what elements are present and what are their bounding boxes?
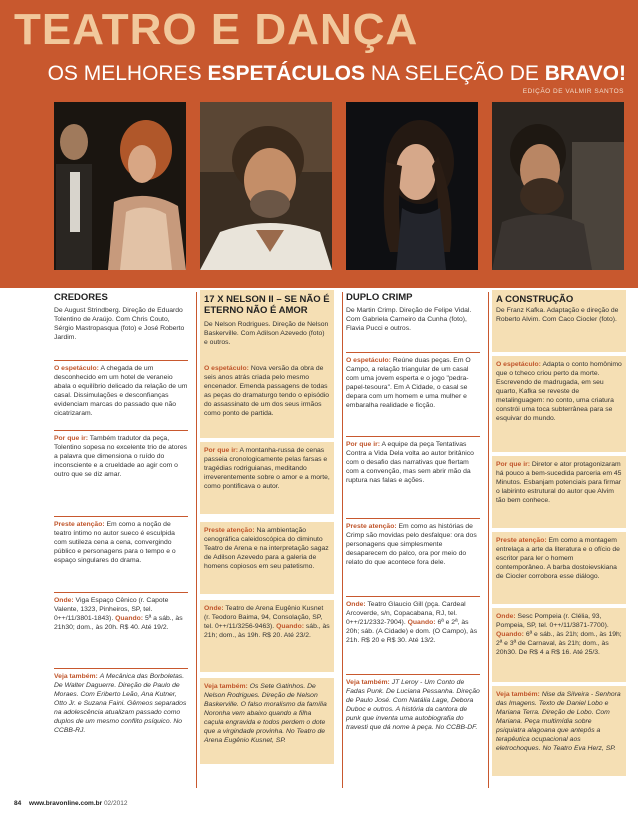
quando-label: Quando: (407, 619, 436, 626)
porque-text: Também tradutor da peça, Tolentino sopesa no excelente trio de atores a palavra que dimensiona o ruído do inconsciente e a crueldade ao agir com o outro que se diz amar. (54, 435, 188, 478)
porque-text: A montanha-russa de cenas passeia cronologicamente pelas farsas e tragédias rodriguianas, meditando irreverentemente sobre o amor e a morte, como pontificava o autor. (204, 447, 330, 490)
show-credits: De Franz Kafka. Adaptação e direção de Roberto Alvim. Com Caco Ciocler (foto). (496, 307, 619, 323)
show-title: 17 X NELSON II – SE NÃO É ETERNO NÃO É AMOR (200, 292, 334, 318)
porque-text: Diretor e ator protagonizaram há pouco a bem-sucedida parceria em 45 Minutos. Esbanjam potenciais para firmar o labirinto estrutural do autor que Alvim tão bem conhece. (496, 461, 622, 504)
photo-17xnelson (200, 102, 332, 270)
page-number: 84 (14, 800, 22, 807)
atencao-block (54, 520, 188, 565)
porque-block (54, 434, 188, 479)
show-title: A CONSTRUÇÃO (492, 292, 626, 307)
separator (54, 360, 188, 361)
quando-label: Quando: (496, 631, 524, 638)
quando-text: sáb., às 21h; dom., às 19h. R$ 20. Até 23/2. (204, 623, 330, 639)
espetaculo-text: A chegada de um desconhecido em um hotel de veraneio abala o equilíbrio delicado da relação de um casal. Dissimulações e desconfianças evidenciam marcas do passado que não cicatrizaram. (54, 365, 188, 417)
onde-label: Onde: (204, 605, 224, 612)
quando-label: Quando: (115, 615, 144, 622)
porque-label: Por que ir: (54, 435, 88, 442)
veja-text: Os Sete Gatinhos. De Nelson Rodrigues. Direção de Nelson Baskerville. O falso moralismo da família Noronha vem abaixo quando a filha caçula engravida e todos perdem o dote que a virgindade provinha. No Teatro de Arena Eugênio Kusnet, SP. (204, 683, 327, 744)
quando-text: 6ª e 2ª, às 20h; sáb. (A Cidade) e dom. (O Campo), às 21h. R$ 20 e R$ 30. Até 13/2. (346, 619, 478, 644)
onde-block (200, 604, 334, 640)
atencao-label: Preste atenção: (54, 521, 105, 528)
quando-text: 6ª e sáb., às 21h; dom., às 19h; 2ª e 3ª de Carnaval, às 21h; dom., às 20h30. De R$ 4 a R$ 16. Até 25/3. (496, 631, 622, 656)
column-divider (342, 292, 343, 788)
column-divider (488, 292, 489, 788)
atencao-text: Na ambientação cenográfica caleidoscópica do diminuto Teatro de Arena e na interpretação sagaz de Adilson Azevedo para a galeria de homens copiosos em seu patetismo. (204, 527, 329, 570)
show-credits: De August Strindberg. Direção de Eduardo Tolentino de Araújo. Com Chris Couto, Sérgio Mastropasqua (foto) e José Roberto Jardim. (54, 307, 185, 341)
atencao-text: Em como as histórias de Crimp são movidas pelo desfalque: ora dos personagens que simplesmente desaparecem do palco, ora por meio do relato do que acontece fora dele. (346, 523, 477, 566)
subtitle-part-4: BRAVO! (544, 62, 626, 85)
issue-date: 02/2012 (103, 800, 128, 807)
subtitle-part-2: ESPETÁCULOS (207, 62, 365, 85)
separator (346, 436, 480, 437)
veja-label: Veja também: (346, 679, 390, 686)
section-title: TEATRO E DANÇA (14, 5, 419, 54)
espetaculo-label: O espetáculo: (496, 361, 541, 368)
onde-text: Sesc Pompeia (r. Clélia, 93, Pompeia, SP, tel. 0++/11/3871-7700). (496, 613, 609, 629)
onde-text: Teatro de Arena Eugênio Kusnet (r. Teodoro Baima, 94, Consolação, SP, tel. 0++/11/3256-9463). (204, 605, 324, 630)
espetaculo-block (200, 364, 334, 418)
separator (54, 430, 188, 431)
photo-duplo-crimp (346, 102, 478, 270)
separator (346, 518, 480, 519)
veja-block (200, 682, 334, 745)
atencao-text: Em como a montagem entrelaça a arte da literatura e o ofício de escritor para ler o homem contemporâneo. A barba dostoievskiana de Ciocler corrobora esse diálogo. (496, 537, 620, 580)
quando-label: Quando: (276, 623, 305, 630)
separator (346, 352, 480, 353)
separator (346, 674, 480, 675)
atencao-label: Preste atenção: (346, 523, 397, 530)
atencao-label: Preste atenção: (496, 537, 547, 544)
veja-label: Veja também: (54, 673, 98, 680)
veja-block (54, 672, 188, 735)
espetaculo-label: O espetáculo: (346, 357, 391, 364)
espetaculo-block (492, 360, 626, 423)
espetaculo-label: O espetáculo: (54, 365, 99, 372)
espetaculo-text: Nova versão da obra de seis anos atrás criada pelo mesmo encenador. Emenda passagens de todas as peças do dramaturgo tendo o episódio do assassinato de um dos seus irmãos como ponto de partida. (204, 365, 330, 417)
atencao-block (200, 526, 334, 571)
espetaculo-label: O espetáculo: (204, 365, 249, 372)
porque-block (346, 440, 480, 485)
veja-label: Veja também: (496, 691, 540, 698)
site-url[interactable]: www.bravonline.com.br (29, 800, 103, 807)
veja-block (346, 678, 480, 732)
show-credits: De Martin Crimp. Direção de Felipe Vidal. Com Gabriela Carneiro da Cunha (foto), Flavia Pucci e outros. (346, 307, 472, 332)
separator (54, 668, 188, 669)
onde-text: Teatro Glaucio Gill (pça. Cardeal Arcoverde, s/n, Copacabana, RJ, tel. 0++/21/2332-7904). (346, 601, 466, 626)
subtitle-part-1: OS MELHORES (47, 62, 208, 85)
veja-text: A Mecânica das Borboletas. De Walter Daguerre. Direção de Paulo de Moraes. Com Eriberto Leão, Ana Kutner, Otto Jr. e Suzana Faini. Gêmeos separados na adolescência atualizam passado como duplos de um mesmo conflito psíquico. No CCBB-RJ. (54, 673, 187, 734)
photo-credores (54, 102, 186, 270)
porque-block (492, 460, 626, 505)
espetaculo-block (346, 356, 480, 410)
porque-text: A equipe da peça Tentativas Contra a Vida Dela volta ao autor britânico com o desafio das narrativas que flertam com a convenção, mas sem abrir mão da ruptura nas falas e ações. (346, 441, 474, 484)
onde-block (54, 596, 188, 632)
onde-label: Onde: (54, 597, 74, 604)
onde-text: Viga Espaço Cênico (r. Capote Valente, 1323, Pinheiros, SP, tel. 0++/11/3801-1843). (54, 597, 169, 622)
espetaculo-text: Adapta o conto homônimo que o tcheco criou perto da morte. Escrevendo de madrugada, em seu quarto, Kafka se reveste de metalinguagem: no conto, uma criatura constrói uma toca subterrânea para se esquivar do mundo. (496, 361, 622, 422)
onde-label: Onde: (346, 601, 366, 608)
show-title: DUPLO CRIMP (346, 292, 413, 303)
atencao-text: Em como a noção de teatro íntimo no autor sueco é esculpida com sutileza cena a cena, convergindo público e personagens para o tempo e o espaço singulares do drama. (54, 521, 176, 564)
onde-block (492, 612, 626, 657)
photo-strip (54, 102, 626, 270)
header-band (0, 0, 638, 288)
porque-label: Por que ir: (346, 441, 380, 448)
onde-label: Onde: (496, 613, 516, 620)
editor-credit: EDIÇÃO DE VALMIR SANTOS (522, 88, 624, 95)
quando-text: 5ª a sáb., às 21h30; dom., às 20h. R$ 40. Até 19/2. (54, 615, 183, 631)
subtitle-part-3: NA SELEÇÃO DE (364, 62, 545, 85)
espetaculo-text: Reúne duas peças. Em O Campo, a relação triangular de um casal com uma jovem esperta e o jogo "pedra-papel-tesoura". Em A Cidade, o casal se depara com um homem e uma mulher e embaralha realidade e ficção. (346, 357, 471, 409)
separator (346, 596, 480, 597)
page-footer (14, 800, 127, 807)
veja-block (492, 690, 626, 753)
atencao-label: Preste atenção: (204, 527, 255, 534)
porque-label: Por que ir: (204, 447, 238, 454)
onde-block (346, 600, 480, 645)
veja-label: Veja também: (204, 683, 248, 690)
veja-text: JT Leroy - Um Conto de Fadas Punk. De Luciana Pessanha. Direção de Paulo José. Com Natália Lage, Debora Duboc e outros. A história da cantora de punk que inventa uma autobiografia do travesti que dá nome à peça. No CCBB-DF. (346, 679, 480, 731)
photo-a-construcao (492, 102, 624, 270)
separator (54, 516, 188, 517)
espetaculo-block (54, 364, 188, 418)
column-divider (196, 292, 197, 788)
atencao-block (492, 536, 626, 581)
atencao-block (346, 522, 480, 567)
veja-text: Nise da Silveira - Senhora das Imagens. Texto de Daniel Lobo e Mariana Terra. Direção de Lobo. Com Mariana. Peça multimídia sobre psiquiatra alagoana que antepôs a terapêutica ocupacional aos eletrochoques. No Teatro Eva Herz, SP. (496, 691, 621, 752)
porque-label: Por que ir: (496, 461, 530, 468)
show-credits: De Nelson Rodrigues. Direção de Nelson Baskerville. Com Adilson Azevedo (foto) e outros. (204, 321, 329, 346)
separator (54, 592, 188, 593)
page-subtitle (14, 62, 626, 86)
porque-block (200, 446, 334, 491)
show-title: CREDORES (54, 292, 108, 303)
